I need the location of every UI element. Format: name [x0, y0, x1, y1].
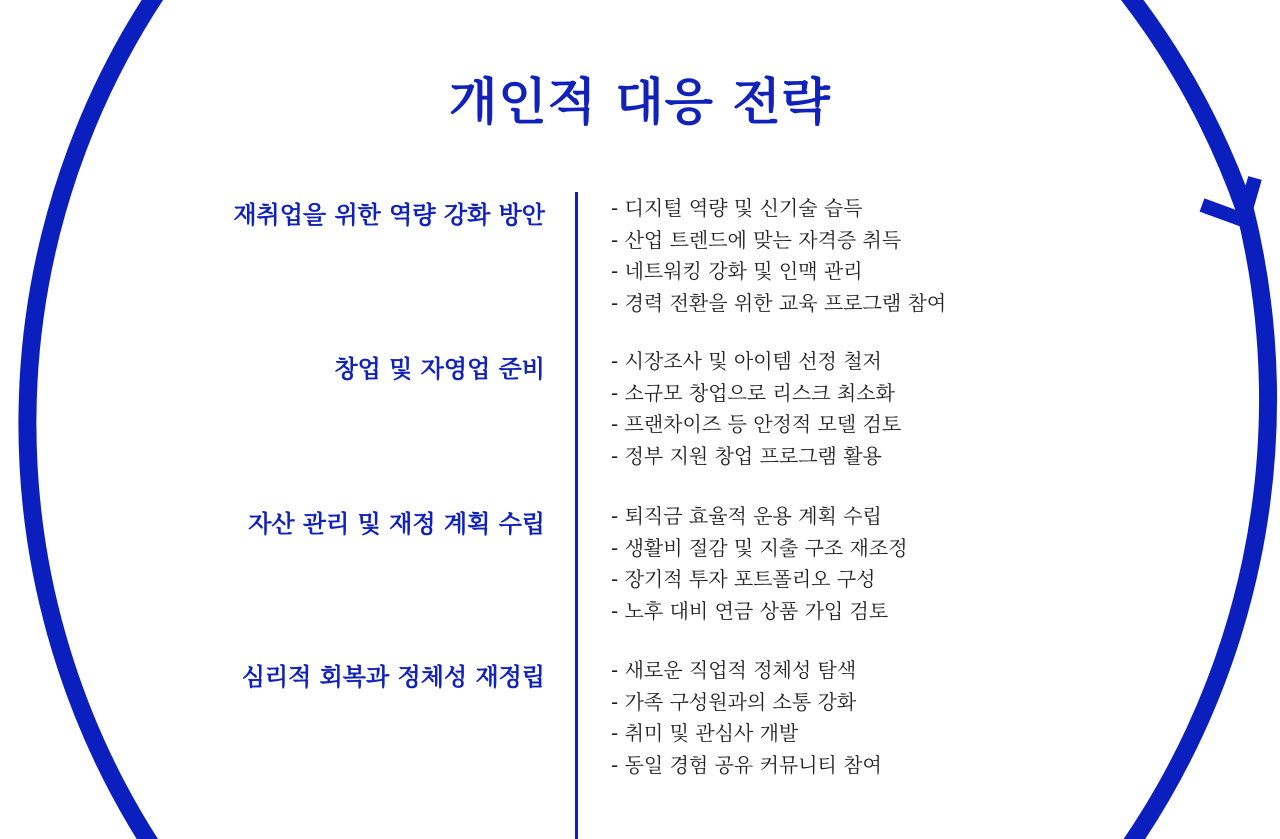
section-list-psychological-recovery [611, 655, 882, 781]
list-item: - 장기적 투자 포트폴리오 구성 [611, 567, 876, 591]
list-item: - 경력 전환을 위한 교육 프로그램 참여 [611, 290, 947, 315]
list-item: - 동일 경험 공유 커뮤니티 참여 [611, 752, 882, 777]
list-item: - 시장조사 및 아이템 선정 철저 [611, 349, 882, 373]
section-list-asset-management [611, 501, 908, 627]
section-heading-reemployment: 재취업을 위한 역량 강화 방안 [233, 201, 545, 229]
page-title: 개인적 대응 전략 [449, 73, 831, 131]
section-heading-asset-management: 자산 관리 및 재정 계획 수립 [248, 510, 545, 538]
list-item: - 소규모 창업으로 리스크 최소화 [611, 380, 895, 405]
section-list-reemployment [611, 193, 946, 319]
list-item: - 노후 대비 연금 상품 가입 검토 [611, 598, 889, 623]
section-heading-psychological-recovery: 심리적 회복과 정체성 재정립 [241, 663, 545, 691]
vertical-divider [575, 192, 578, 839]
list-item: - 생활비 절감 및 지출 구조 재조정 [611, 535, 908, 560]
list-item: - 퇴직금 효율적 운용 계획 수립 [611, 504, 882, 528]
list-item: - 프랜차이즈 등 안정적 모델 검토 [611, 412, 902, 436]
list-item: - 디지털 역량 및 신기술 습득 [611, 196, 863, 220]
list-item: - 정부 지원 창업 프로그램 활용 [611, 443, 882, 468]
list-item: - 네트워킹 강화 및 인맥 관리 [611, 259, 863, 283]
section-heading-startup: 창업 및 자영업 준비 [334, 355, 545, 383]
list-item: - 취미 및 관심사 개발 [611, 721, 799, 745]
section-list-startup [611, 346, 901, 472]
list-item: - 산업 트렌드에 맞는 자격증 취득 [611, 227, 902, 252]
list-item: - 새로운 직업적 정체성 탐색 [611, 658, 857, 682]
list-item: - 가족 구성원과의 소통 강화 [611, 689, 857, 714]
